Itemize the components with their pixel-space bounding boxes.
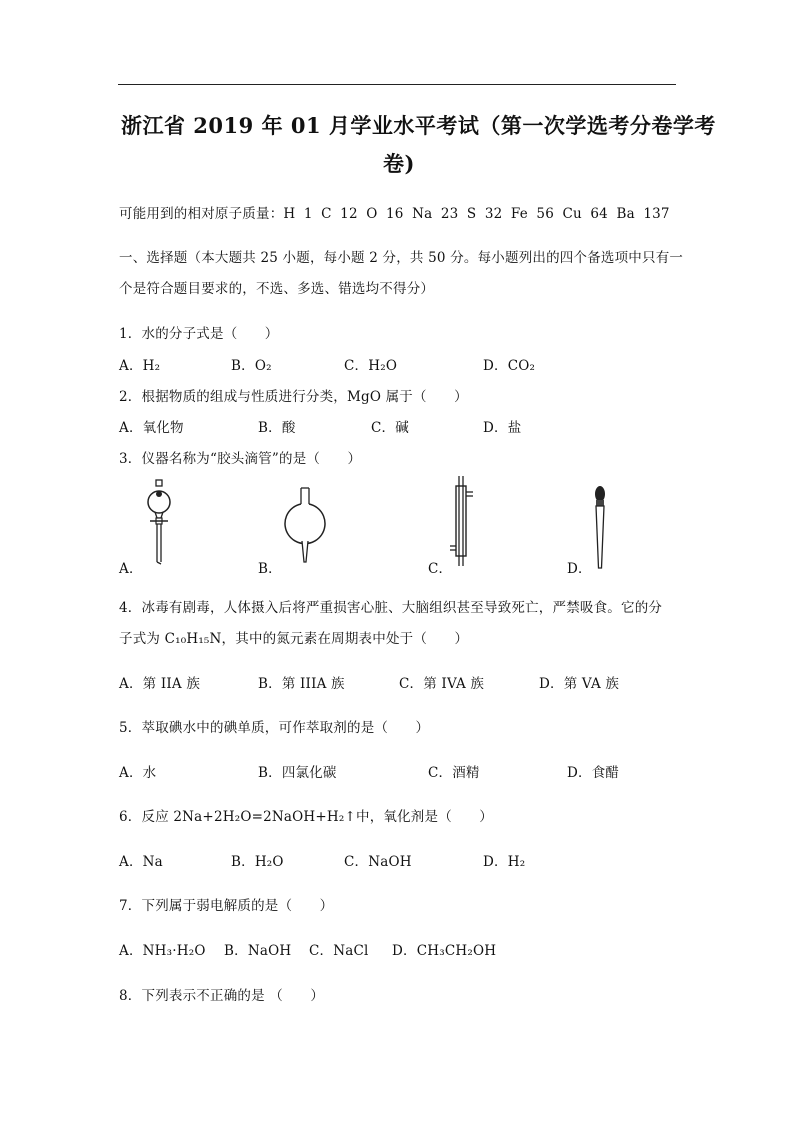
q7-option-b: B．NaOH [224,943,292,959]
q6-option-d: D．H₂ [483,854,526,870]
section1-instructions-2: 个是符合题目要求的，不选、多选、错选均不得分） [119,281,435,297]
q2-option-a: A．氧化物 [119,420,184,436]
q6-option-b: B．H₂O [231,854,284,870]
q3-option-b: B． [258,561,282,577]
q2-option-c: C．碱 [371,420,409,436]
q3-option-d: D． [567,561,592,577]
q5-option-b: B．四氯化碳 [258,765,337,781]
q4-option-c: C．第 IVA 族 [399,676,485,692]
q5-stem: 5．萃取碘水中的碘单质，可作萃取剂的是（ ） [119,720,430,736]
q1-stem: 1．水的分子式是（ ） [119,326,279,342]
q2-stem: 2．根据物质的组成与性质进行分类，MgO 属于（ ） [119,389,468,405]
q7-option-d: D．CH₃CH₂OH [392,943,497,959]
separatory-funnel-image [140,478,180,570]
section1-instructions-1: 一、选择题（本大题共 25 小题，每小题 2 分，共 50 分。每小题列出的四个备选项中只有一 [119,250,684,266]
q1-option-a: A．H₂ [119,358,161,374]
q2-option-b: B．酸 [258,420,296,436]
title-line-1: 浙江省 2019 年 01 月学业水平考试（第一次学选考分卷学考 [121,113,716,138]
q5-option-d: D．食醋 [567,765,620,781]
round-flask-image [282,486,332,568]
header-rule [118,84,676,85]
q7-option-c: C．NaCl [309,943,369,959]
q6-option-a: A．Na [119,854,163,870]
q1-option-b: B．O₂ [231,358,272,374]
q7-stem: 7．下列属于弱电解质的是（ ） [119,898,334,914]
q4-option-a: A．第 IIA 族 [119,676,201,692]
q6-stem: 6．反应 2Na+2H₂O=2NaOH+H₂↑中，氧化剂是（ ） [119,809,493,825]
q6-option-c: C．NaOH [344,854,412,870]
q5-option-a: A．水 [119,765,157,781]
q3-stem: 3．仪器名称为“胶头滴管”的是（ ） [119,451,362,467]
q4-option-b: B．第 IIIA 族 [258,676,345,692]
title-line-2: 卷) [383,151,415,176]
q7-option-a: A．NH₃·H₂O [119,943,206,959]
q1-option-c: C．H₂O [344,358,398,374]
q5-option-c: C．酒精 [428,765,480,781]
q2-option-d: D．盐 [483,420,522,436]
q1-option-d: D．CO₂ [483,358,536,374]
q3-option-a: A． [119,561,143,577]
q4-option-d: D．第 VA 族 [539,676,620,692]
q4-stem-1: 4．冰毒有剧毒，人体摄入后将严重损害心脏、大脑组织甚至导致死亡，严禁吸食。它的分 [119,600,663,616]
atomic-mass-line: 可能用到的相对原子质量：H 1 C 12 O 16 Na 23 S 32 Fe 56 Cu 64 Ba 137 [119,206,670,222]
q4-stem-2: 子式为 C₁₀H₁₅N，其中的氮元素在周期表中处于（ ） [119,631,469,647]
q8-stem: 8．下列表示不正确的是 （ ） [119,988,325,1004]
q3-option-c: C． [428,561,453,577]
